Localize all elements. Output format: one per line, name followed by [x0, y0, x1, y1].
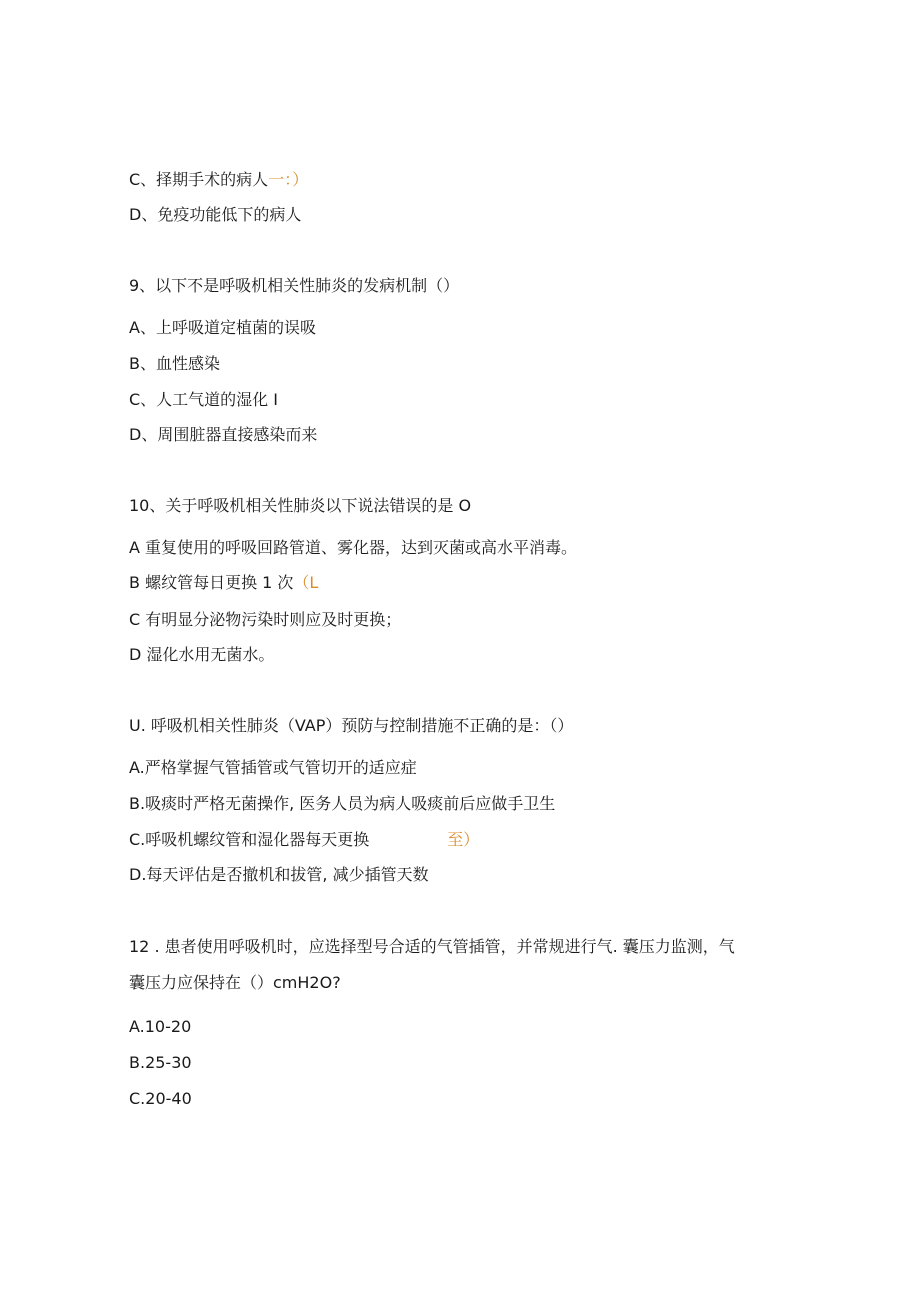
q10-option-a: A 重复使用的呼吸回路管道、雾化器，达到灭菌或高水平消毒。 [129, 538, 578, 557]
q10-option-d: D 湿化水用无菌水。 [129, 645, 275, 664]
q9-option-b: B、血性感染 [129, 354, 220, 373]
q11-option-d: D.每天评估是否撤机和拔管, 减少插管天数 [129, 865, 429, 884]
q11-option-c-text: C.呼吸机螺纹管和湿化器每天更换 [129, 830, 370, 849]
q11-option-b: B.吸痰时严格无菌操作, 医务人员为病人吸痰前后应做手卫生 [129, 794, 556, 813]
q11-option-c [129, 830, 479, 850]
q9-question: 9、以下不是呼吸机相关性肺炎的发病机制（） [129, 276, 460, 295]
q12-question-line1: 12 . 患者使用呼吸机时，应选择型号合适的气管插管，并常规进行气. 囊压力监测，气 [129, 937, 735, 956]
q8-option-c-text: C、择期手术的病人 [129, 170, 269, 189]
q8-option-c-mark: 一：） [268, 170, 309, 189]
q12-question-line2: 囊压力应保持在（）cmH2O? [129, 973, 341, 992]
q12-option-c: C.20-40 [129, 1089, 192, 1108]
q10-option-c: C 有明显分泌物污染时则应及时更换； [129, 610, 402, 629]
q11-question: U. 呼吸机相关性肺炎（VAP）预防与控制措施不正确的是：（） [129, 716, 574, 735]
q11-option-c-mark: 至） [447, 830, 480, 849]
q9-option-a: A、上呼吸道定植菌的误吸 [129, 318, 316, 337]
q12-option-b: B.25-30 [129, 1053, 192, 1072]
q9-option-d: D、周围脏器直接感染而来 [129, 425, 318, 444]
q8-option-d: D、免疫功能低下的病人 [129, 205, 302, 224]
q9-option-c: C、人工气道的湿化 I [129, 390, 278, 409]
q12-option-a: A.10-20 [129, 1017, 192, 1036]
q10-option-b-mark: （L [293, 573, 319, 592]
q11-option-a: A.严格掌握气管插管或气管切开的适应症 [129, 758, 417, 777]
q10-question: 10、关于呼吸机相关性肺炎以下说法错误的是 O [129, 496, 472, 515]
q8-option-c [129, 170, 308, 190]
q10-option-b-text: B 螺纹管每日更换 1 次 [129, 573, 294, 592]
q10-option-b [129, 573, 318, 593]
